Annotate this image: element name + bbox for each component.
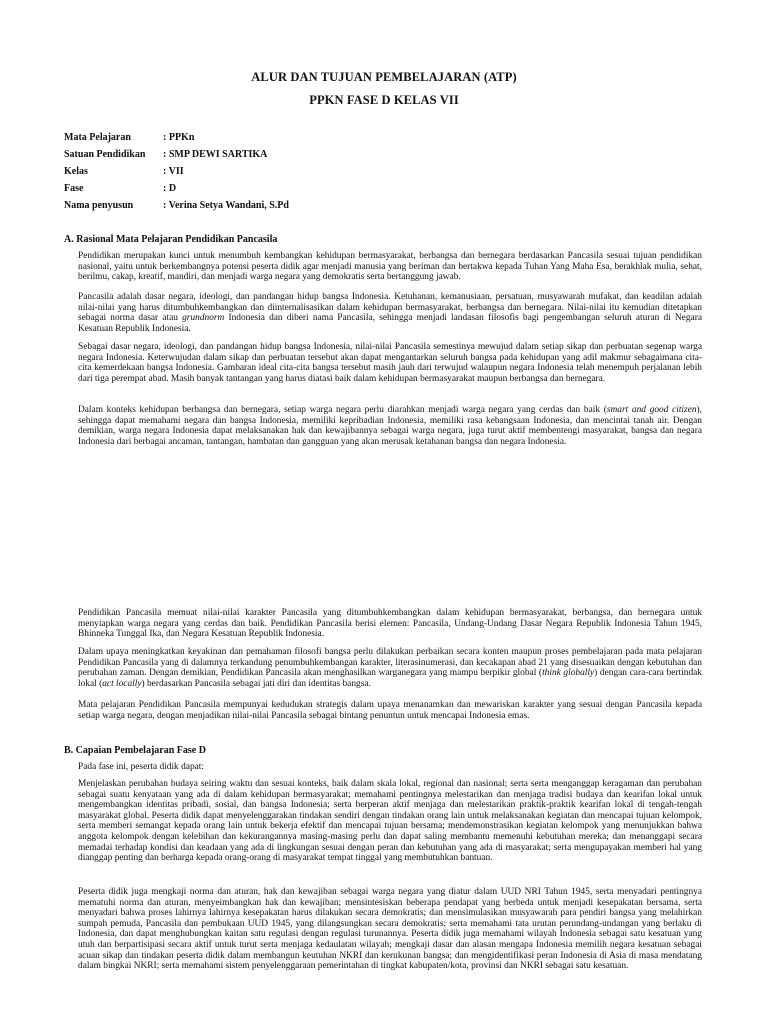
text-run: ) berdasarkan Pancasila sebagai jati diri dan identitas bangsa. [141,678,371,689]
text-run: Dalam upaya meningkatkan keyakinan dan pemahaman filosofi bangsa perlu dilakukan perbaikan secara konten maupun proses pembelajaran pada mata pelajaran Pendidikan Pancasila yang di dalamnya terkandung penumbuhkembangan karakter, literasinumerasi, dan kecakapan abad 21 yang disesuaikan dengan kebutuhan dan perubahan zaman. Dengan demikian, Pendidikan Pancasila akan menghasilkan warganegara yang mampu berpikir global ( [78,647,702,679]
info-label: Mata Pelajaran [64,132,131,143]
section-b-paragraph-1: Menjelaskan perubahan budaya seiring waktu dan sesuai konteks, baik dalam skala lokal, regional dan nasional; serta serta menganggap keragaman dan perubahan sebagai suatu kenyataan yang ada di dalam kehidupan bermasyarakat; memahami pentingnya melestarikan dan menjaga tradisi budaya dan kearifan lokal untuk mengembangkan identitas pribadi, sosial, dan bangsa Indonesia; serta berperan aktif menjaga dan melestarikan praktik-praktik kearifan lokal di tengah-tengah masyarakat global. Peserta didik dapat menyelenggarakan tindakan sendiri dengan tindakan orang lain untuk melaksanakan kegiatan dan mencapai tujuan kelompok, serta memberi semangat kepada orang lain untuk bekerja efektif dan mencapai tujuan bersama; mendemonstrasikan kegiatan kelompok yang menunjukkan bahwa anggota kelompok dengan kelebihan dan kekurangannya masing-masing perlu dan dapat saling membantu memenuhi kebutuhan mereka; dan menanggapi secara memadai terhadap kondisi dan keadaan yang ada di lingkungan sesuai dengan peran dan kebutuhan yang ada di masyarakat; serta mengupayakan memberi hal yang dianggap penting dan berharga kepada orang-orang di masyarakat tempat tinggal yang membutuhkan bantuan. [78,779,702,864]
text-run: Pancasila adalah dasar negara, ideologi, dan pandangan hidup bangsa Indonesia. Ketuhanan, kemanusiaan, persatuan, musyawarah mufakat, dan keadilan adalah nilai-nilai yang harus ditumbuhkembangkan dan diinternalisasikan dalam kehidupan bermasyarakat, berbangsa dan bernegara. Nilai-nilai itu kemudian ditetapkan sebagai norma dasar atau [78,292,702,324]
section-a-heading: A. Rasional Mata Pelajaran Pendidikan Pancasila [64,234,278,245]
italic-term: smart and good citizen [606,405,697,415]
info-row-class [64,163,289,180]
section-b-intro: Pada fase ini, peserta didik dapat: [78,762,204,772]
info-label: Satuan Pendidikan [64,149,146,160]
info-value: : D [163,183,177,194]
text-run: Dalam konteks kehidupan berbangsa dan bernegara, setiap warga negara perlu diarahkan menjadi warga negara yang cerdas dan baik ( [78,405,607,415]
section-b-heading: B. Capaian Pembelajaran Fase D [64,745,206,756]
section-a-paragraph-2 [78,292,702,334]
italic-term: think globally [542,668,595,679]
info-label: Fase [64,183,84,194]
text-run: Indonesia dan diberi nama Pancasila, sehingga menjadi landasan filosofis bagi pengembangan seluruh aturan di Negara Kesatuan Republik Indonesia. [78,313,702,334]
section-a-paragraph-3: Sebagai dasar negara, ideologi, dan pandangan hidup bangsa Indonesia, nilai-nilai Pancasila semestinya mewujud dalam setiap sikap dan perbuatan segenap warga negara Indonesia. Keterwujudan dalam sikap dan perbuatan tersebut akan dapat mengantarkan seluruh bangsa pada kehidupan yang adil makmur sebagaimana cita-cita kemerdekaan bangsa Indonesia. Gambaran ideal cita-cita bangsa tersebut masih jauh dari terwujud walaupun negara Indonesia telah menempuh perjalanan lebih dari tiga perempat abad. Masih banyak tantangan yang harus diatasi baik dalam kehidupan bermasyarakat maupun berbangsa dan bernegara. [78,342,702,384]
italic-term: grundnorm [182,313,225,324]
section-a-paragraph-5: Pendidikan Pancasila memuat nilai-nilai karakter Pancasila yang ditumbuhkembangkan dalam kehidupan bermasyarakat, berbangsa, dan bernegara untuk menyiapkan warga negara yang cerdas dan baik. Pendidikan Pancasila berisi elemen: Pancasila, Undang-Undang Dasar Negara Republik Indonesia Tahun 1945, Bhinneka Tunggal Ika, dan Negara Kesatuan Republik Indonesia. [78,608,702,640]
section-b-paragraph-2: Peserta didik juga mengkaji norma dan aturan, hak dan kewajiban sebagai warga negara yang diatur dalam UUD NRI Tahun 1945, serta menyadari pentingnya mematuhi norma dan aturan, menyeimbangkan hak dan kewajiban; mensintesiskan beberapa pendapat yang berbeda untuk menjadi kesepakatan bersama, serta menyadari bahwa proses lahirnya lahirnya kesepakatan harus dilakukan secara demokratis; dan mensimulasikan musyawarah para pendiri bangsa yang melahirkan sumpah pemuda, Pancasila dan pembukaan UUD 1945, yang dilangsungkan secara demokratis; serta memahami tata urutan perundang-undangan yang berlaku di Indonesia, dan dapat menghubungkan kaitan satu regulasi dengan regulasi turunannya. Peserta didik juga memahami wilayah Indonesia sebagai satu kesatuan yang utuh dan berpartisipasi secara aktif untuk turut serta menjaga kedaulatan wilayah; mengkaji dasar dan alasan mengapa Indonesia memilih negara kesatuan sebagai acuan sikap dan tindakan peserta didik dalam membangun keutuhan NKRI dan kerukunan bangsa; dan mengidentifikasi peran Indonesia di Asia di masa mendatang dalam bingkai NKRI; serta memahami sistem penyelenggaraan pemerintahan di tingkat kabupaten/kota, provinsi dan NKRI sebagai satu kesatuan. [78,887,702,972]
section-a-paragraph-7: Mata pelajaran Pendidikan Pancasila mempunyai kedudukan strategis dalam upaya menanamkan dan mewariskan karakter yang sesuai dengan Pancasila kepada setiap warga negara, dengan menjadikan nilai-nilai Pancasila sebagai bintang penuntun untuk mencapai Indonesia emas. [78,700,702,721]
info-row-subject [64,129,289,146]
info-row-author [64,197,289,214]
info-value: : Verina Setya Wandani, S.Pd [163,200,289,211]
document-subtitle: PPKN FASE D KELAS VII [309,93,459,107]
section-a-paragraph-4 [78,405,702,447]
section-a-paragraph-1: Pendidikan merupakan kunci untuk menumbuh kembangkan kehidupan bermasyarakat, berbangsa dan bernegara berdasarkan Pancasila sesuai tujuan pendidikan nasional, yaitu untuk berkembangnya potensi peserta didik agar menjadi manusia yang beriman dan bertakwa kepada Tuhan Yang Maha Esa, berakhlak mulia, sehat, berilmu, cakap, kreatif, mandiri, dan menjadi warga negara yang demokratis serta bertanggung jawab. [78,251,702,283]
text-run: ), sehingga dapat memahami negara dan bangsa Indonesia, memiliki kepribadian Indonesia, memiliki rasa kebangsaan Indonesia, dan mencintai tanah air. Dengan demikian, warga negara Indonesia dapat melaksanakan hak dan kewajibannya sebagai warga negara, juga turut aktif membentengi masyarakat, bangsa dan negara Indonesia dari berbagai ancaman, tantangan, hambatan dan gangguan yang akan merusak ketahanan bangsa dan negara Indonesia. [78,405,702,447]
section-a-paragraph-6 [78,647,702,689]
info-row-phase [64,180,289,197]
text-run: ) dengan cara-cara bertindak lokal ( [78,668,702,689]
info-label: Nama penyusun [64,200,134,211]
info-label: Kelas [64,166,88,177]
italic-term: act locally [102,678,142,689]
info-value: : VII [163,166,184,177]
document-title: ALUR DAN TUJUAN PEMBELAJARAN (ATP) [251,70,517,84]
info-value: : PPKn [163,132,195,143]
info-table [64,129,289,214]
info-value: : SMP DEWI SARTIKA [163,149,268,160]
info-row-school [64,146,289,163]
